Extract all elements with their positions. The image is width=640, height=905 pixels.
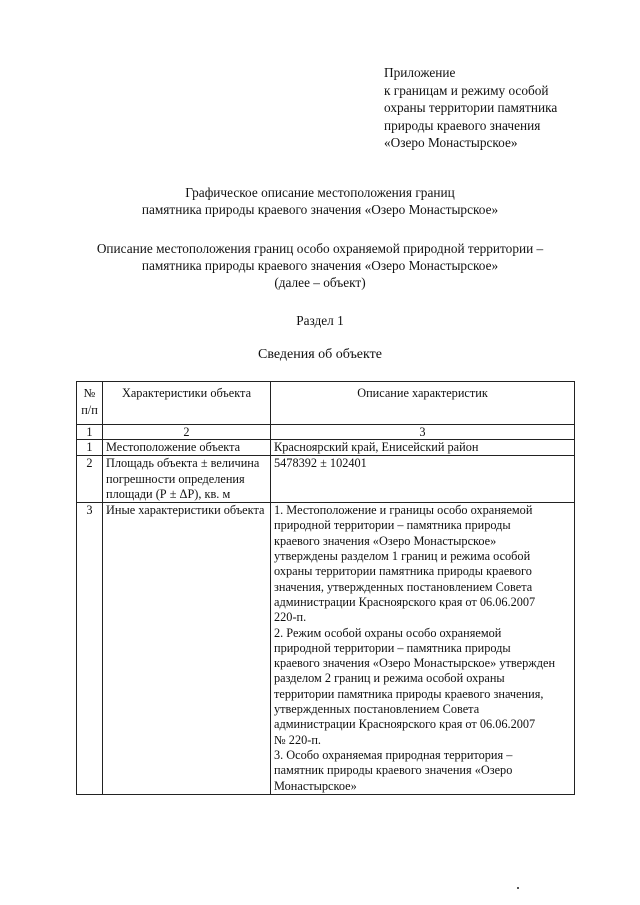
appendix-line: природы краевого значения (384, 117, 541, 133)
text-line: 5478392 ± 102401 (274, 456, 367, 471)
row-num: 2 (77, 456, 103, 503)
appendix-block (384, 64, 624, 152)
text-line: утвержденных постановлением Совета (274, 702, 480, 717)
subtitle-line: Описание местоположения границ особо охраняемой природной территории – (96, 241, 544, 256)
text-line: площади (Р ± ΔР), кв. м (106, 486, 231, 501)
text-line: значения, утвержденных постановлением Совета (274, 579, 533, 594)
text-line: администрации Красноярского края от 06.06.2007 (274, 717, 536, 732)
object-info-table (76, 381, 575, 795)
text-line: утверждены разделом 1 границ и режима особой (274, 549, 531, 564)
table-row (77, 503, 575, 795)
text-line: № 220-п. (274, 732, 322, 747)
text-line: Иные характеристики объекта (106, 503, 265, 518)
row-characteristic (103, 456, 271, 503)
row-characteristic (103, 440, 271, 456)
row-description (271, 503, 575, 795)
index-cell: 2 (103, 425, 271, 440)
row-description (271, 440, 575, 456)
appendix-line: к границам и режиму особой (384, 82, 549, 98)
header-num-line: п/п (81, 403, 98, 417)
header-characteristics: Характеристики объекта (103, 382, 271, 425)
text-line: 2. Режим особой охраны особо охраняемой (274, 625, 502, 640)
table-header-row (77, 382, 575, 425)
text-line: природной территории – памятника природы (274, 518, 511, 533)
text-line: территории памятника природы краевого значения, (274, 686, 544, 701)
text-line: краевого значения «Озеро Монастырское» утвержден (274, 656, 556, 671)
text-line: Площадь объекта ± величина (106, 456, 260, 471)
table-title: Сведения об объекте (258, 347, 382, 362)
section-heading: Раздел 1 (296, 313, 344, 328)
text-line: 3. Особо охраняемая природная территория – (274, 747, 513, 762)
header-num-line: № (83, 386, 96, 400)
row-description (271, 456, 575, 503)
text-line: природной территории – памятника природы (274, 640, 511, 655)
scan-speck (517, 887, 519, 889)
text-line: Красноярский край, Енисейский район (274, 440, 479, 454)
appendix-line: охраны территории памятника (384, 100, 558, 116)
text-line: Местоположение объекта (106, 440, 241, 454)
row-num: 3 (77, 503, 103, 795)
title-line: Графическое описание местоположения границ (185, 185, 455, 200)
index-cell: 1 (77, 425, 103, 440)
document-subtitle (0, 240, 640, 291)
title-line: памятника природы краевого значения «Озеро Монастырское» (141, 202, 499, 217)
table-index-row (77, 425, 575, 440)
table-row (77, 456, 575, 503)
appendix-line: Приложение (384, 65, 456, 80)
text-line: разделом 2 границ и режима особой охраны (274, 671, 505, 686)
row-num: 1 (77, 440, 103, 456)
row-characteristic (103, 503, 271, 795)
table-row (77, 440, 575, 456)
text-line: погрешности определения (106, 471, 245, 486)
document-title (0, 184, 640, 218)
text-line: охраны территории памятника природы краевого (274, 564, 532, 579)
header-num (77, 382, 103, 425)
text-line: 1. Местоположение и границы особо охраняемой (274, 503, 533, 518)
text-line: памятник природы краевого значения «Озеро (274, 763, 513, 778)
text-line: 220-п. (274, 610, 307, 625)
index-cell: 3 (271, 425, 575, 440)
text-line: краевого значения «Озеро Монастырское» (274, 533, 497, 548)
appendix-line: «Озеро Монастырское» (384, 135, 518, 151)
header-description: Описание характеристик (271, 382, 575, 425)
text-line: администрации Красноярского края от 06.06.2007 (274, 594, 536, 609)
subtitle-line: памятника природы краевого значения «Озеро Монастырское» (141, 258, 499, 273)
subtitle-line: (далее – объект) (274, 275, 366, 290)
text-line: Монастырское» (274, 778, 357, 793)
